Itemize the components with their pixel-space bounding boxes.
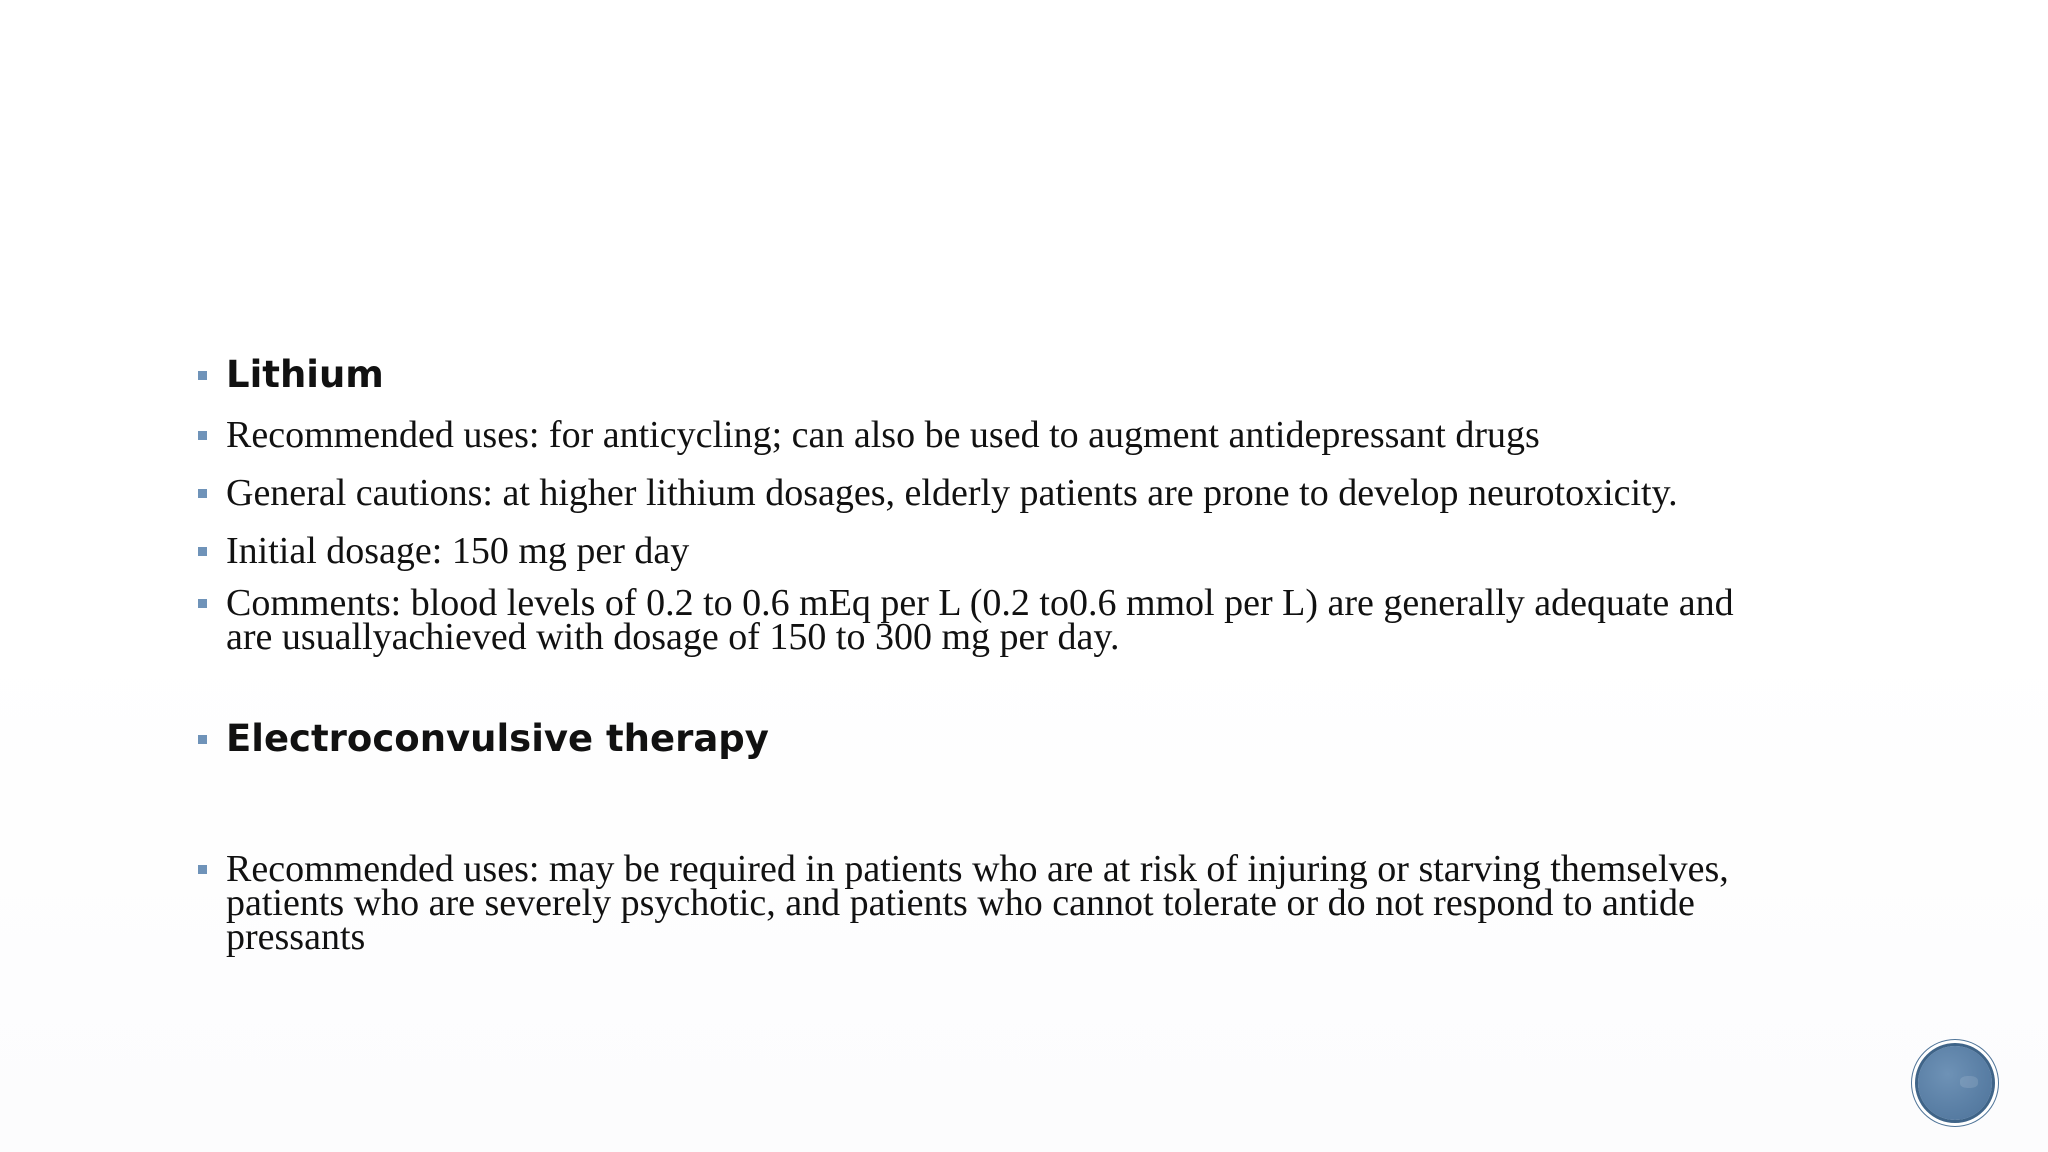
bullet-text-line: Recommended uses: may be required in patients who are at risk of injuring or starving themselves, <box>226 848 1729 890</box>
bullet-text <box>226 848 1875 958</box>
circle-nav-icon[interactable] <box>1918 1046 1992 1120</box>
slide-content <box>195 350 1875 958</box>
bullet-square-icon <box>198 371 207 380</box>
bullet-item-recommended-uses <box>195 412 1875 458</box>
bullet-text: General cautions: at higher lithium dosages, elderly patients are prone to develop neurotoxicity. <box>226 472 1678 514</box>
bullet-item-lithium-heading <box>195 350 1875 400</box>
bullet-text-line: pressants <box>226 916 366 958</box>
bullet-item-ect-recommended-uses <box>195 848 1875 958</box>
bullet-text: Initial dosage: 150 mg per day <box>226 530 690 572</box>
bullet-square-icon <box>198 547 207 556</box>
bullet-text <box>226 582 1875 658</box>
bullet-square-icon <box>198 865 207 874</box>
bullet-text-line: are usuallyachieved with dosage of 150 to 300 mg per day. <box>226 616 1120 658</box>
bullet-square-icon <box>198 735 207 744</box>
nav-texture <box>1960 1076 1978 1088</box>
bullet-item-general-cautions <box>195 470 1875 516</box>
bullet-item-comments <box>195 582 1875 658</box>
section-heading: Lithium <box>226 353 384 396</box>
bullet-text-line: Comments: blood levels of 0.2 to 0.6 mEq per L (0.2 to0.6 mmol per L) are generally adequate and <box>226 582 1734 624</box>
bullet-item-ect-heading <box>195 714 1875 764</box>
bullet-item-initial-dosage <box>195 528 1875 574</box>
bullet-square-icon <box>198 489 207 498</box>
bullet-text-line: patients who are severely psychotic, and patients who cannot tolerate or do not respond to antide <box>226 882 1695 924</box>
bullet-text: Recommended uses: for anticycling; can also be used to augment antidepressant drugs <box>226 414 1540 456</box>
section-heading: Electroconvulsive therapy <box>226 717 769 760</box>
bullet-square-icon <box>198 431 207 440</box>
bullet-square-icon <box>198 599 207 608</box>
